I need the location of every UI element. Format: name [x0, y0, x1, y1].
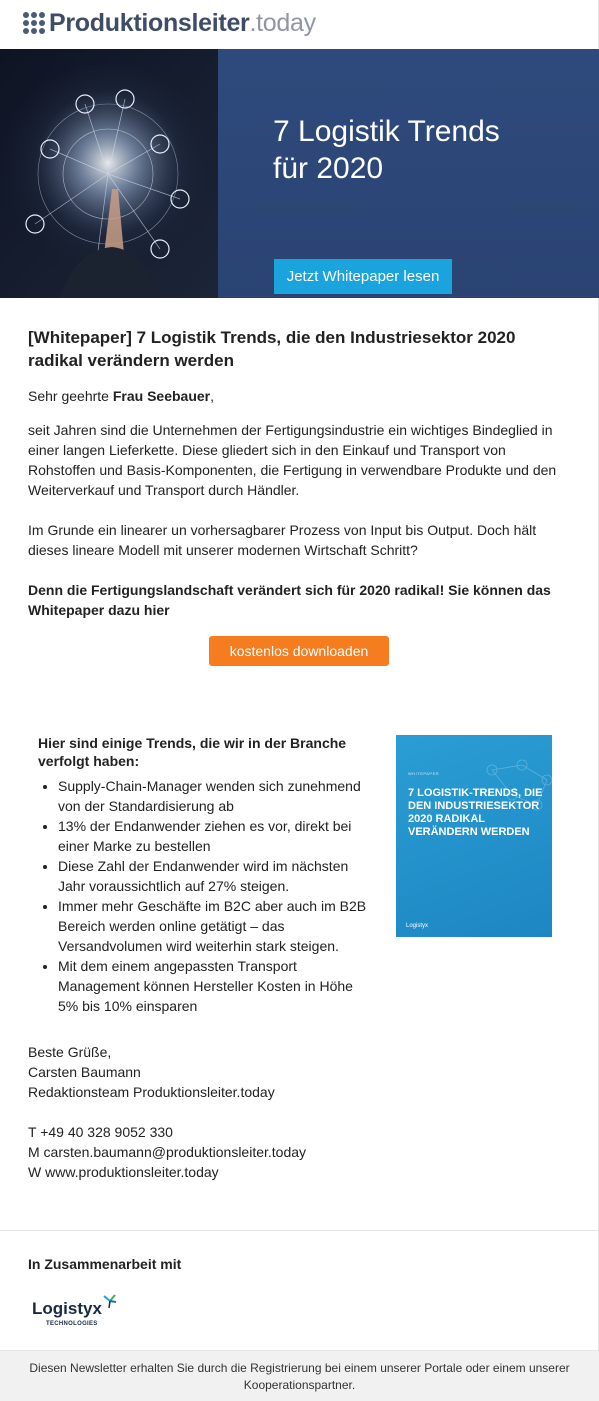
- author-name: Carsten Baumann: [28, 1064, 141, 1080]
- download-button[interactable]: kostenlos downloaden: [209, 636, 389, 666]
- whitepaper-cover-image[interactable]: [396, 735, 552, 937]
- partner-section: [0, 1230, 599, 1350]
- partner-logo-sub: TECHNOLOGIES: [46, 1321, 98, 1327]
- list-item: • Supply-Chain-Manager wenden sich zunehmend von der Standardisierung ab: [58, 776, 368, 816]
- cover-logo: Logistyx: [406, 923, 429, 929]
- intro-paragraph: seit Jahren sind die Unternehmen der Fertigungsindustrie ein wichtiges Bindeglied in einer langen Lieferkette. Diese gliedert sich in den Einkauf und Transport von Rohstoffen und Basis-Komponenten, die Fertigung in verwendbare Produkte und den Weiterverkauf und Transport durch Händler.: [28, 422, 557, 498]
- list-item: • Mit dem einem angepassten Transport Management können Hersteller Kosten in Höhe 5% bis 10% einsparen: [58, 956, 368, 1016]
- contact-phone[interactable]: T +49 40 328 9052 330: [28, 1124, 173, 1140]
- partner-logo-name: Logistyx: [32, 1299, 102, 1318]
- read-whitepaper-button[interactable]: Jetzt Whitepaper lesen: [274, 259, 452, 294]
- cover-title: 7 LOGISTIK-TRENDS, DIE DEN INDUSTRIESEKTOR 2020 RADIKAL VERÄNDERN WERDEN: [408, 787, 543, 838]
- salutation-suffix: ,: [210, 388, 214, 404]
- contact-block: [28, 1122, 570, 1230]
- hero-banner[interactable]: [0, 49, 599, 298]
- logo-bold-text: Produktionsleiter: [49, 9, 250, 37]
- contact-website[interactable]: W www.produktionsleiter.today: [28, 1164, 219, 1180]
- author-team: Redaktionsteam Produktionsleiter.today: [28, 1084, 275, 1100]
- cta-wrapper: [28, 636, 570, 666]
- logo-wordmark: [49, 8, 316, 38]
- trends-list: [38, 776, 368, 1016]
- article-body: [0, 298, 599, 1230]
- logo-dots-icon: [23, 12, 45, 34]
- download-teaser-text: Denn die Fertigungslandschaft verändert sich für 2020 radikal! Sie können das Whitepaper dazu hier: [28, 582, 551, 618]
- trends-column: [28, 734, 368, 1016]
- cover-label: WHITEPAPER: [408, 771, 440, 776]
- logistyx-logo[interactable]: [28, 1293, 118, 1331]
- trends-heading: Hier sind einige Trends, die wir in der Branche verfolgt haben:: [38, 735, 347, 769]
- newsletter-footer: Diesen Newsletter erhalten Sie durch die Registrierung bei einem unserer Portale oder einem unserer Kooperationspartner.: [0, 1350, 599, 1401]
- palm-leaf-icon: [102, 1293, 118, 1309]
- greeting: Beste Grüße,: [28, 1044, 112, 1060]
- article-headline[interactable]: [Whitepaper] 7 Logistik Trends, die den Industriesektor 2020 radikal verändern werden: [28, 328, 516, 370]
- logo-light-text: .today: [249, 9, 316, 37]
- salutation-prefix: Sehr geehrte: [28, 388, 113, 404]
- salutation-name: Frau Seebauer: [112, 388, 211, 404]
- hero-title: 7 Logistik Trends für 2020: [273, 115, 500, 185]
- signoff: [28, 1042, 570, 1102]
- list-item: • 13% der Endanwender ziehen es vor, direkt bei einer Marke zu bestellen: [58, 816, 368, 856]
- newsletter-header: [0, 0, 599, 49]
- salutation: [28, 386, 570, 406]
- download-teaser: [28, 580, 570, 620]
- partner-label: In Zusammenarbeit mit: [28, 1256, 182, 1272]
- digital-network-hand-image: [0, 49, 218, 298]
- produktionsleiter-logo[interactable]: [23, 8, 316, 38]
- list-item: • Immer mehr Geschäfte im B2C aber auch im B2B Bereich werden online getätigt – das Versandvolumen wird weiterhin stark steigen.: [58, 896, 368, 956]
- trends-section: [28, 734, 570, 1016]
- process-paragraph: Im Grunde ein linearer un vorhersagbarer Prozess von Input bis Output. Doch hält dieses lineare Modell mit unserer modernen Wirtschaft Schritt?: [28, 522, 537, 558]
- list-item: • Diese Zahl der Endanwender wird im nächsten Jahr voraussichtlich auf 27% steigen.: [58, 856, 368, 896]
- contact-email[interactable]: M carsten.baumann@produktionsleiter.today: [28, 1144, 307, 1160]
